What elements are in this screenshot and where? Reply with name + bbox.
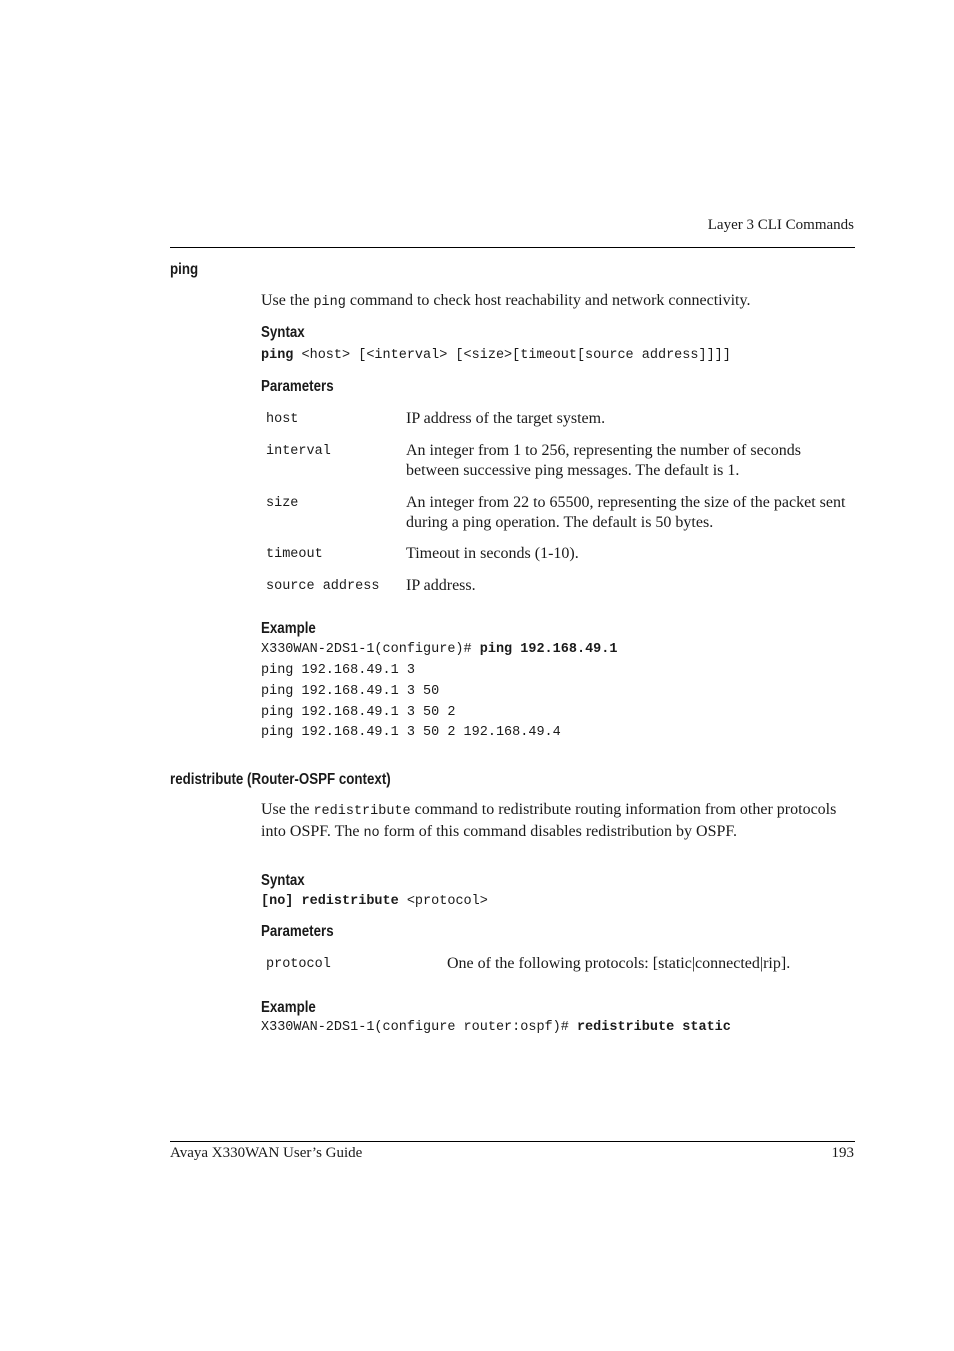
redistribute-intro-pre: Use the	[261, 801, 314, 818]
param-name: timeout	[266, 547, 323, 562]
ping-syntax	[261, 348, 731, 363]
redistribute-intro-mid: command to redistribute routing information from other protocols into OSPF. The	[261, 801, 837, 840]
param-name: source address	[266, 579, 380, 594]
redistribute-syntax-args: <protocol>	[398, 894, 488, 909]
redistribute-example-cmd: redistribute static	[576, 1020, 731, 1035]
redistribute-intro	[261, 800, 851, 844]
redistribute-syntax	[261, 894, 488, 909]
ping-intro-pre: Use the	[261, 292, 314, 309]
param-name: size	[266, 496, 299, 511]
param-name: protocol	[266, 957, 331, 972]
section-title-ping: ping	[170, 261, 199, 278]
ping-example-cmd: ping 192.168.49.1	[479, 642, 618, 657]
ping-example-heading: Example	[261, 620, 316, 637]
param-desc: IP address.	[406, 577, 476, 594]
ping-syntax-args: <host> [<interval> [<size>[timeout[source address]]]]	[293, 348, 731, 363]
ping-intro	[261, 291, 861, 313]
redistribute-intro-code2: no	[363, 826, 380, 841]
example-line: ping 192.168.49.1 3	[261, 663, 415, 678]
running-header: Layer 3 CLI Commands	[707, 217, 854, 233]
header-rule	[170, 247, 855, 248]
ping-intro-post: command to check host reachability and network connectivity.	[345, 292, 751, 309]
ping-example-prompt: X330WAN-2DS1-1(configure)#	[261, 642, 480, 657]
param-name: host	[266, 412, 299, 427]
footer-rule	[170, 1141, 855, 1142]
param-name: interval	[266, 444, 331, 459]
redistribute-intro-code: redistribute	[313, 804, 411, 819]
redistribute-intro-post: form of this command disables redistribution by OSPF.	[379, 823, 738, 840]
ping-syntax-heading: Syntax	[261, 324, 305, 341]
redistribute-example-command	[261, 1020, 731, 1035]
redistribute-syntax-heading: Syntax	[261, 872, 305, 889]
example-line: ping 192.168.49.1 3 50 2	[261, 705, 456, 720]
example-line: ping 192.168.49.1 3 50 2 192.168.49.4	[261, 725, 561, 740]
redistribute-example-prompt: X330WAN-2DS1-1(configure router:ospf)#	[261, 1020, 577, 1035]
redistribute-example-heading: Example	[261, 999, 316, 1016]
redistribute-params-heading: Parameters	[261, 923, 334, 940]
example-line: ping 192.168.49.1 3 50	[261, 684, 440, 699]
ping-params-heading: Parameters	[261, 378, 334, 395]
redistribute-syntax-cmd: [no] redistribute	[261, 894, 399, 909]
param-desc: IP address of the target system.	[406, 410, 606, 427]
param-desc: One of the following protocols: [static|connected|rip].	[447, 955, 791, 972]
ping-intro-code: ping	[313, 295, 346, 310]
footer-guide-title: Avaya X330WAN User’s Guide	[170, 1145, 363, 1161]
param-desc: An integer from 1 to 256, representing the number of seconds between successive ping messages. The default is 1.	[406, 442, 802, 479]
ping-syntax-cmd: ping	[261, 348, 294, 363]
page-number: 193	[831, 1145, 854, 1161]
section-title-redistribute: redistribute (Router-OSPF context)	[170, 771, 391, 788]
param-desc: An integer from 22 to 65500, representing the size of the packet sent during a ping operation. The default is 50 bytes.	[406, 494, 846, 531]
param-desc: Timeout in seconds (1-10).	[406, 545, 579, 562]
ping-example-command	[261, 642, 617, 657]
